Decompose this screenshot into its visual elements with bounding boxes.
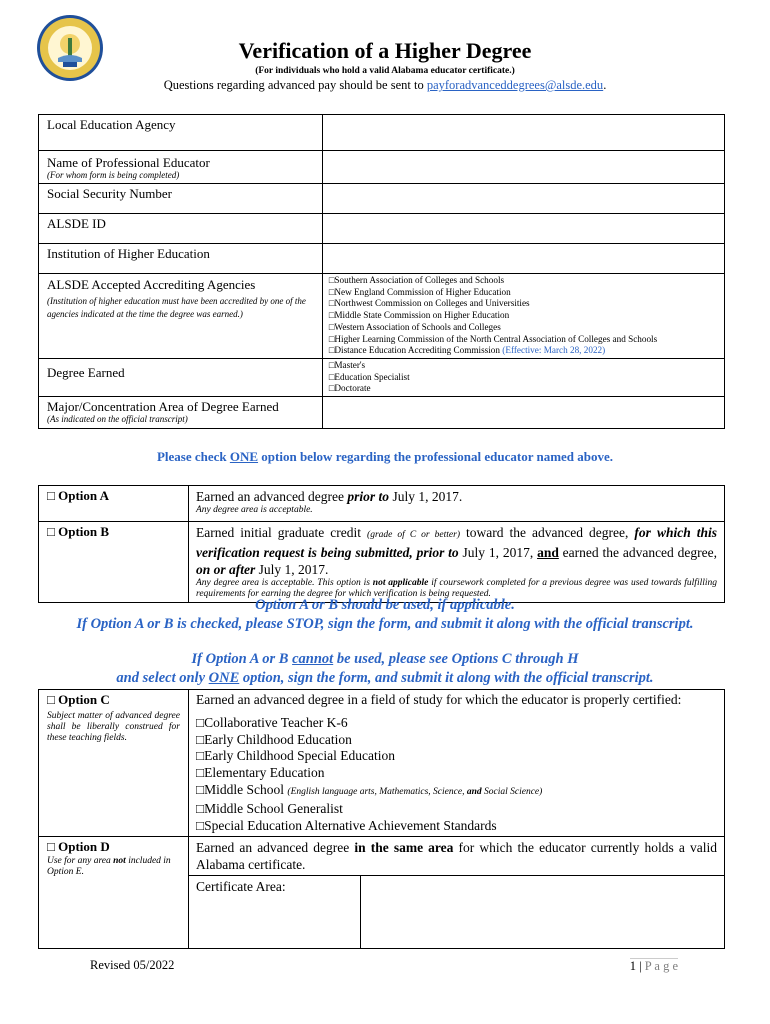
option-b-t9: July 1, 2017. xyxy=(255,562,329,577)
option-b-desc xyxy=(189,522,725,603)
agency-neche-checkbox[interactable]: □New England Commission of Higher Education xyxy=(328,286,511,297)
option-c-collab-checkbox[interactable]: □Collaborative Teacher K-6 xyxy=(196,714,348,730)
instruction-post: option below regarding the professional educator named above. xyxy=(258,449,614,464)
option-d-text-pre: Earned an advanced degree xyxy=(196,840,355,856)
major-field[interactable] xyxy=(322,397,724,429)
educator-name-text: Name of Professional Educator xyxy=(47,155,210,170)
major-label-cell xyxy=(39,397,323,429)
notice-ab-line1: Option A or B should be used, if applicable. xyxy=(255,597,515,613)
option-c-text: Earned an advanced degree in a field of study for which the educator is properly certified: xyxy=(196,692,682,707)
option-d-text xyxy=(189,837,724,875)
contact-line xyxy=(0,78,770,93)
option-d-text-b: in the same area xyxy=(354,840,454,856)
agency-wasc-checkbox[interactable]: □Western Association of Schools and Colleges xyxy=(328,321,501,332)
agency-sacs-checkbox[interactable]: □Southern Association of Colleges and Schools xyxy=(328,275,505,285)
notice-cd-l1-post: be used, please see Options C through H xyxy=(333,651,579,667)
educator-name-note: (For whom form is being completed) xyxy=(47,170,180,180)
option-c-label: □ Option C xyxy=(47,692,110,707)
option-c-note: Subject matter of advanced degree shall be liberally construed for these teaching fields. xyxy=(47,711,180,743)
option-c-ms-label: □Middle School xyxy=(196,781,288,797)
educator-name-field[interactable] xyxy=(322,151,724,184)
notice-cd-line2 xyxy=(0,669,770,688)
option-b-t3: toward the advanced degree, xyxy=(459,525,635,540)
agencies-note: (Institution of higher education must have been accredited by one of the agencies indicated at the time the degree was earned.) xyxy=(47,296,306,319)
degree-doctorate-checkbox[interactable]: □Doctorate xyxy=(328,383,371,394)
option-b-n3: if coursework completed for a previous degree was used towards fulfilling requirements for earning the degree for which verification is being requested. xyxy=(196,578,718,599)
options-ab-table xyxy=(38,485,725,603)
option-b-t8: on or after xyxy=(196,562,256,577)
notice-cd-line1 xyxy=(0,650,770,669)
contact-email-link[interactable]: payforadvanceddegrees@alsde.edu xyxy=(426,78,604,92)
option-b-t5: July 1, 2017, xyxy=(458,545,538,560)
option-c-early-childhood-checkbox[interactable]: □Early Childhood Education xyxy=(196,731,352,747)
agencies-label-cell xyxy=(39,274,323,359)
local-agency-label: Local Education Agency xyxy=(39,115,323,151)
footer-page-sep: | xyxy=(636,959,645,973)
option-a-text-em: prior to xyxy=(347,489,390,504)
options-cd-table xyxy=(38,689,725,949)
option-c-ms-generalist-checkbox[interactable]: □Middle School Generalist xyxy=(196,800,343,816)
option-a-desc xyxy=(189,486,725,522)
educator-name-label xyxy=(39,151,323,184)
option-d-note xyxy=(47,855,180,878)
option-b-label: □ Option B xyxy=(47,524,110,539)
notice-cd-l2-u: ONE xyxy=(208,670,240,686)
option-d-checkbox[interactable] xyxy=(39,837,189,949)
option-a-checkbox[interactable] xyxy=(39,486,189,522)
agency-nwccu-checkbox[interactable]: □Northwest Commission on Colleges and Universities xyxy=(328,298,530,309)
footer-page-num: 1 xyxy=(629,959,637,973)
option-b-checkbox[interactable] xyxy=(39,522,189,603)
certificate-area-field[interactable] xyxy=(361,876,724,948)
option-c-middle-school-checkbox[interactable] xyxy=(196,782,717,801)
major-label: Major/Concentration Area of Degree Earned xyxy=(47,399,279,415)
option-c-ms-note-pre: (English language arts, Mathematics, Science, xyxy=(287,786,467,797)
option-c-ms-note-post: Social Science) xyxy=(481,786,543,797)
institution-field[interactable] xyxy=(322,244,724,274)
agencies-label: ALSDE Accepted Accrediting Agencies xyxy=(47,277,256,292)
agency-deac-label: □Distance Education Accrediting Commission xyxy=(328,345,503,356)
option-c-desc xyxy=(189,690,725,837)
option-d-note-pre: Use for any area xyxy=(47,856,114,867)
option-d-label: □ Option D xyxy=(47,839,110,855)
degree-specialist-checkbox[interactable]: □Education Specialist xyxy=(328,371,410,382)
degree-label: Degree Earned xyxy=(39,359,323,397)
check-one-instruction xyxy=(0,449,770,465)
agency-deac-effective: (Effective: March 28, 2022) xyxy=(502,345,606,356)
option-c-ms-note xyxy=(287,787,542,797)
option-b-t7: earned the advanced degree, xyxy=(558,545,717,560)
notice-cd-l2-post: option, sign the form, and submit it along with the official transcript. xyxy=(239,670,654,686)
option-a-label: □ Option A xyxy=(47,488,110,503)
ssn-label: Social Security Number xyxy=(39,184,323,214)
page-title: Verification of a Higher Degree xyxy=(238,38,532,63)
ssn-field[interactable] xyxy=(322,184,724,214)
option-b-n2: not applicable xyxy=(372,578,429,588)
contact-prefix: Questions regarding advanced pay should be sent to xyxy=(163,78,427,92)
option-b-t6: and xyxy=(537,545,559,560)
agency-deac-checkbox[interactable] xyxy=(329,345,718,357)
option-c-elementary-checkbox[interactable]: □Elementary Education xyxy=(196,765,325,781)
certificate-area-label: Certificate Area: xyxy=(189,876,361,948)
option-b-t4: for which this verification request is being submitted, prior to xyxy=(196,525,718,560)
major-note: (As indicated on the official transcript) xyxy=(47,414,188,425)
notice-cd-l1-u: cannot xyxy=(292,651,334,667)
footer-page xyxy=(630,958,678,974)
institution-label: Institution of Higher Education xyxy=(39,244,323,274)
option-a-note: Any degree area is acceptable. xyxy=(196,505,313,515)
option-a-text-post: July 1, 2017. xyxy=(389,489,463,504)
agencies-options xyxy=(322,274,724,359)
footer-revised: Revised 05/2022 xyxy=(90,958,175,972)
instruction-pre: Please check xyxy=(156,449,230,464)
contact-suffix: . xyxy=(603,78,607,92)
local-agency-field[interactable] xyxy=(322,115,724,151)
page-subtitle: (For individuals who hold a valid Alabama educator certificate.) xyxy=(255,66,515,76)
educator-info-table xyxy=(38,114,725,429)
degree-masters-checkbox[interactable]: □Master's xyxy=(328,360,366,370)
notice-cd-l2-pre: and select only xyxy=(116,670,209,686)
degree-options xyxy=(322,359,724,397)
option-b-t1: Earned initial graduate credit xyxy=(196,525,368,540)
option-c-sped-aas-checkbox[interactable]: □Special Education Alternative Achievement Standards xyxy=(196,817,497,833)
agency-hlc-checkbox[interactable]: □Higher Learning Commission of the North Central Association of Colleges and Schools xyxy=(328,333,658,344)
option-b-n1: Any degree area is acceptable. This option is xyxy=(196,578,373,588)
notice-cd xyxy=(0,650,770,688)
notice-ab-line2: If Option A or B is checked, please STOP, sign the form, and submit it along with the official transcript. xyxy=(76,616,694,632)
agency-msche-checkbox[interactable]: □Middle State Commission on Higher Education xyxy=(328,310,510,321)
option-c-checkbox[interactable] xyxy=(39,690,189,837)
notice-ab xyxy=(0,596,770,634)
option-d-note-not: not xyxy=(113,856,126,867)
option-c-ms-note-and: and xyxy=(466,786,482,797)
instruction-one: ONE xyxy=(229,449,259,464)
option-d-note-post: included in Option E. xyxy=(47,856,171,878)
alsde-id-field[interactable] xyxy=(322,214,724,244)
option-b-t2: (grade of C or better) xyxy=(367,530,460,540)
option-a-text-pre: Earned an advanced degree xyxy=(196,489,348,504)
footer-page-word: P a g e xyxy=(644,959,678,973)
alsde-id-label: ALSDE ID xyxy=(39,214,323,244)
option-c-ec-special-checkbox[interactable]: □Early Childhood Special Education xyxy=(196,748,395,764)
option-d-desc xyxy=(189,837,725,949)
notice-cd-l1-pre: If Option A or B xyxy=(191,651,293,667)
option-d-text-post: for which the educator currently holds a valid Alabama certificate. xyxy=(196,840,717,873)
